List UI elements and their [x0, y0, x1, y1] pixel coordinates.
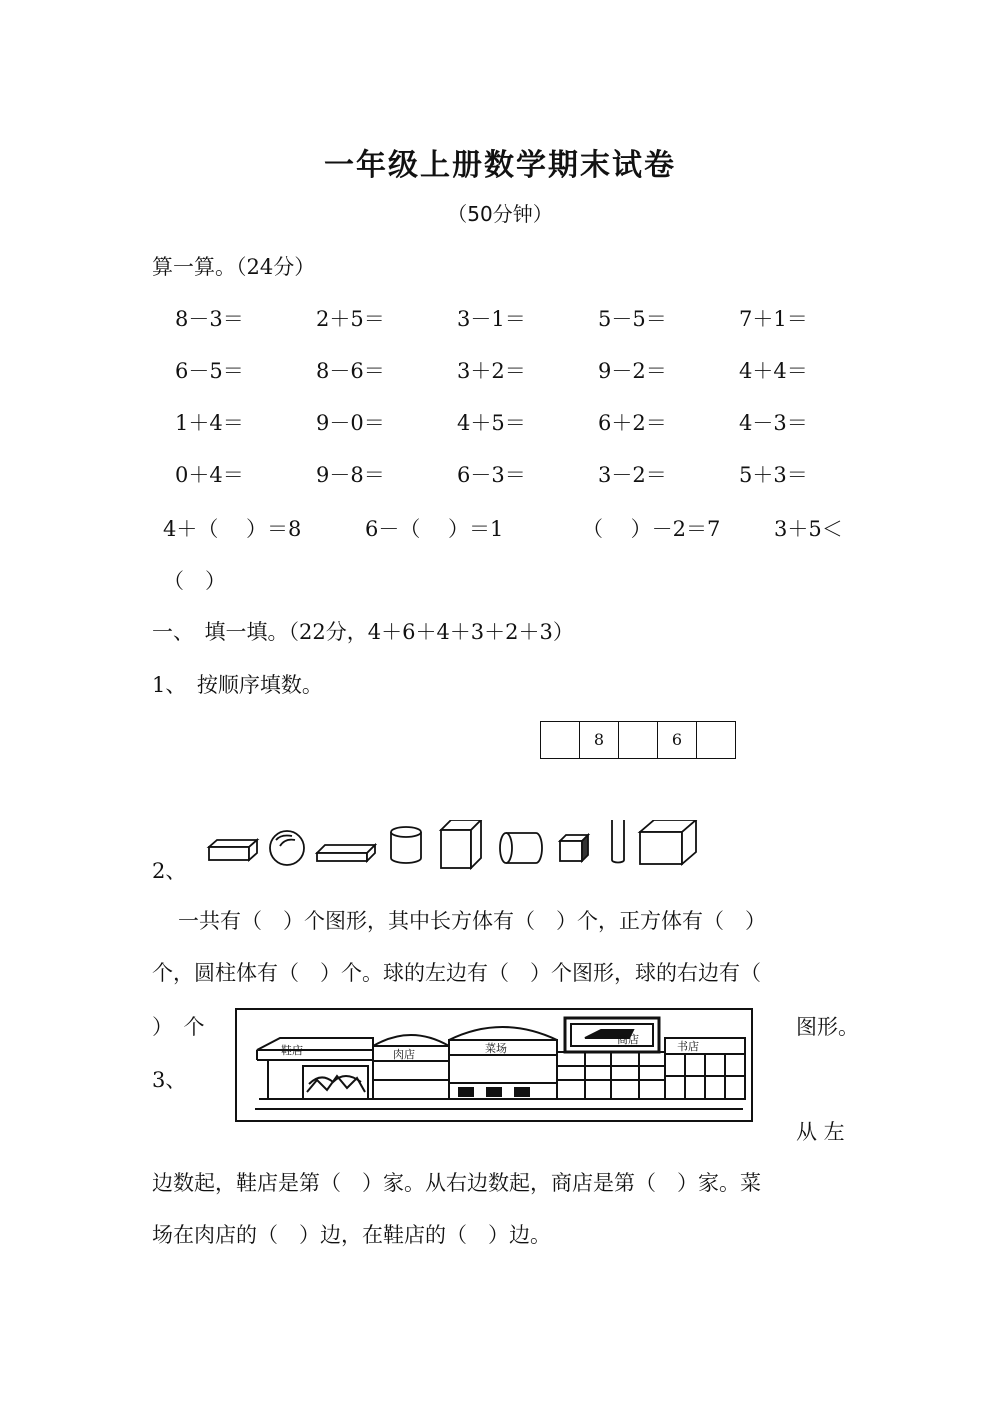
equation: 3－1＝: [457, 307, 526, 331]
equation: 9－0＝: [316, 411, 385, 435]
q2-label: 2、: [152, 859, 187, 883]
shapes-row: [200, 820, 710, 870]
fill-blank-equation: 4＋（ ）＝8: [163, 517, 302, 541]
flat-cuboid-shape: [317, 845, 375, 861]
equation: 6＋2＝: [598, 411, 667, 435]
equation: 4－3＝: [739, 411, 808, 435]
q1-label: 1、 按顺序填数。: [152, 673, 323, 697]
equation: 5－5＝: [598, 307, 667, 331]
equation: 7＋1＝: [739, 307, 808, 331]
q2-line2: 个，圆柱体有（ ）个。球的左边有（ ）个图形，球的右边有（: [152, 961, 761, 985]
equation: 8－3＝: [175, 307, 244, 331]
equation: 9－2＝: [598, 359, 667, 383]
equation: 0＋4＝: [175, 463, 244, 487]
sphere-shape: [270, 831, 304, 865]
q3-line2: 场在肉店的（ ）边，在鞋店的（ ）边。: [152, 1223, 551, 1247]
q2-line3-right: 图形。: [796, 1015, 859, 1039]
large-cube-shape: [640, 820, 696, 864]
equation: 6－3＝: [457, 463, 526, 487]
sequence-cell[interactable]: [696, 722, 735, 758]
meat-shop-building: [373, 1035, 449, 1099]
fill-blank-equation: 6－（ ）＝1: [365, 517, 504, 541]
q3-label: 3、: [152, 1068, 187, 1092]
sequence-cell: 6: [657, 722, 696, 758]
equation: 5＋3＝: [739, 463, 808, 487]
store-building: [557, 1018, 665, 1099]
shop-sign: 书店: [677, 1040, 699, 1053]
cylinder-shape: [391, 827, 421, 863]
sequence-cell[interactable]: [618, 722, 657, 758]
tall-cuboid-shape: [441, 820, 481, 868]
sequence-boxes: [540, 721, 736, 759]
sequence-cell: 8: [579, 722, 618, 758]
equation: 1＋4＝: [175, 411, 244, 435]
page-title: 一年级上册数学期末试卷: [324, 148, 676, 183]
equation: 4＋4＝: [739, 359, 808, 383]
shop-sign: 商店: [617, 1033, 639, 1046]
equation: 2＋5＝: [316, 307, 385, 331]
equation: 4＋5＝: [457, 411, 526, 435]
section1-heading: 一、 填一填。（22分，4＋6＋4＋3＋2＋3）: [152, 620, 574, 644]
vegetable-market-building: [449, 1027, 557, 1099]
q2-line1: 一共有（ ）个图形，其中长方体有（ ）个，正方体有（ ）: [178, 909, 766, 933]
sequence-cell[interactable]: [541, 722, 579, 758]
q3-line1: 边数起，鞋店是第（ ）家。从右边数起，商店是第（ ）家。菜: [152, 1171, 761, 1195]
q2-line3-left: ） 个: [152, 1015, 205, 1039]
equation: 3－2＝: [598, 463, 667, 487]
equation: 8－6＝: [316, 359, 385, 383]
equation: 3＋2＝: [457, 359, 526, 383]
lying-cylinder-shape: [500, 833, 542, 863]
cuboid-shape: [209, 840, 257, 860]
equation: 9－8＝: [316, 463, 385, 487]
shop-sign: 鞋店: [281, 1044, 303, 1057]
fill-blank-continuation: （ ）: [163, 569, 226, 593]
shop-sign: 菜场: [485, 1042, 507, 1055]
page-subtitle: （50分钟）: [447, 202, 553, 226]
section0-heading: 算一算。（24分）: [152, 255, 316, 279]
shop-street-illustration: [235, 1008, 755, 1124]
tall-cylinder-shape: [612, 820, 624, 863]
q3-right-text: 从 左: [796, 1120, 845, 1144]
fill-blank-equation: 3＋5＜: [774, 517, 843, 541]
shoe-shop-building: [257, 1038, 373, 1099]
equation: 6－5＝: [175, 359, 244, 383]
shop-sign: 肉店: [393, 1048, 415, 1061]
small-cube-shape: [560, 835, 588, 861]
fill-blank-equation: （ ）－2＝7: [582, 517, 721, 541]
